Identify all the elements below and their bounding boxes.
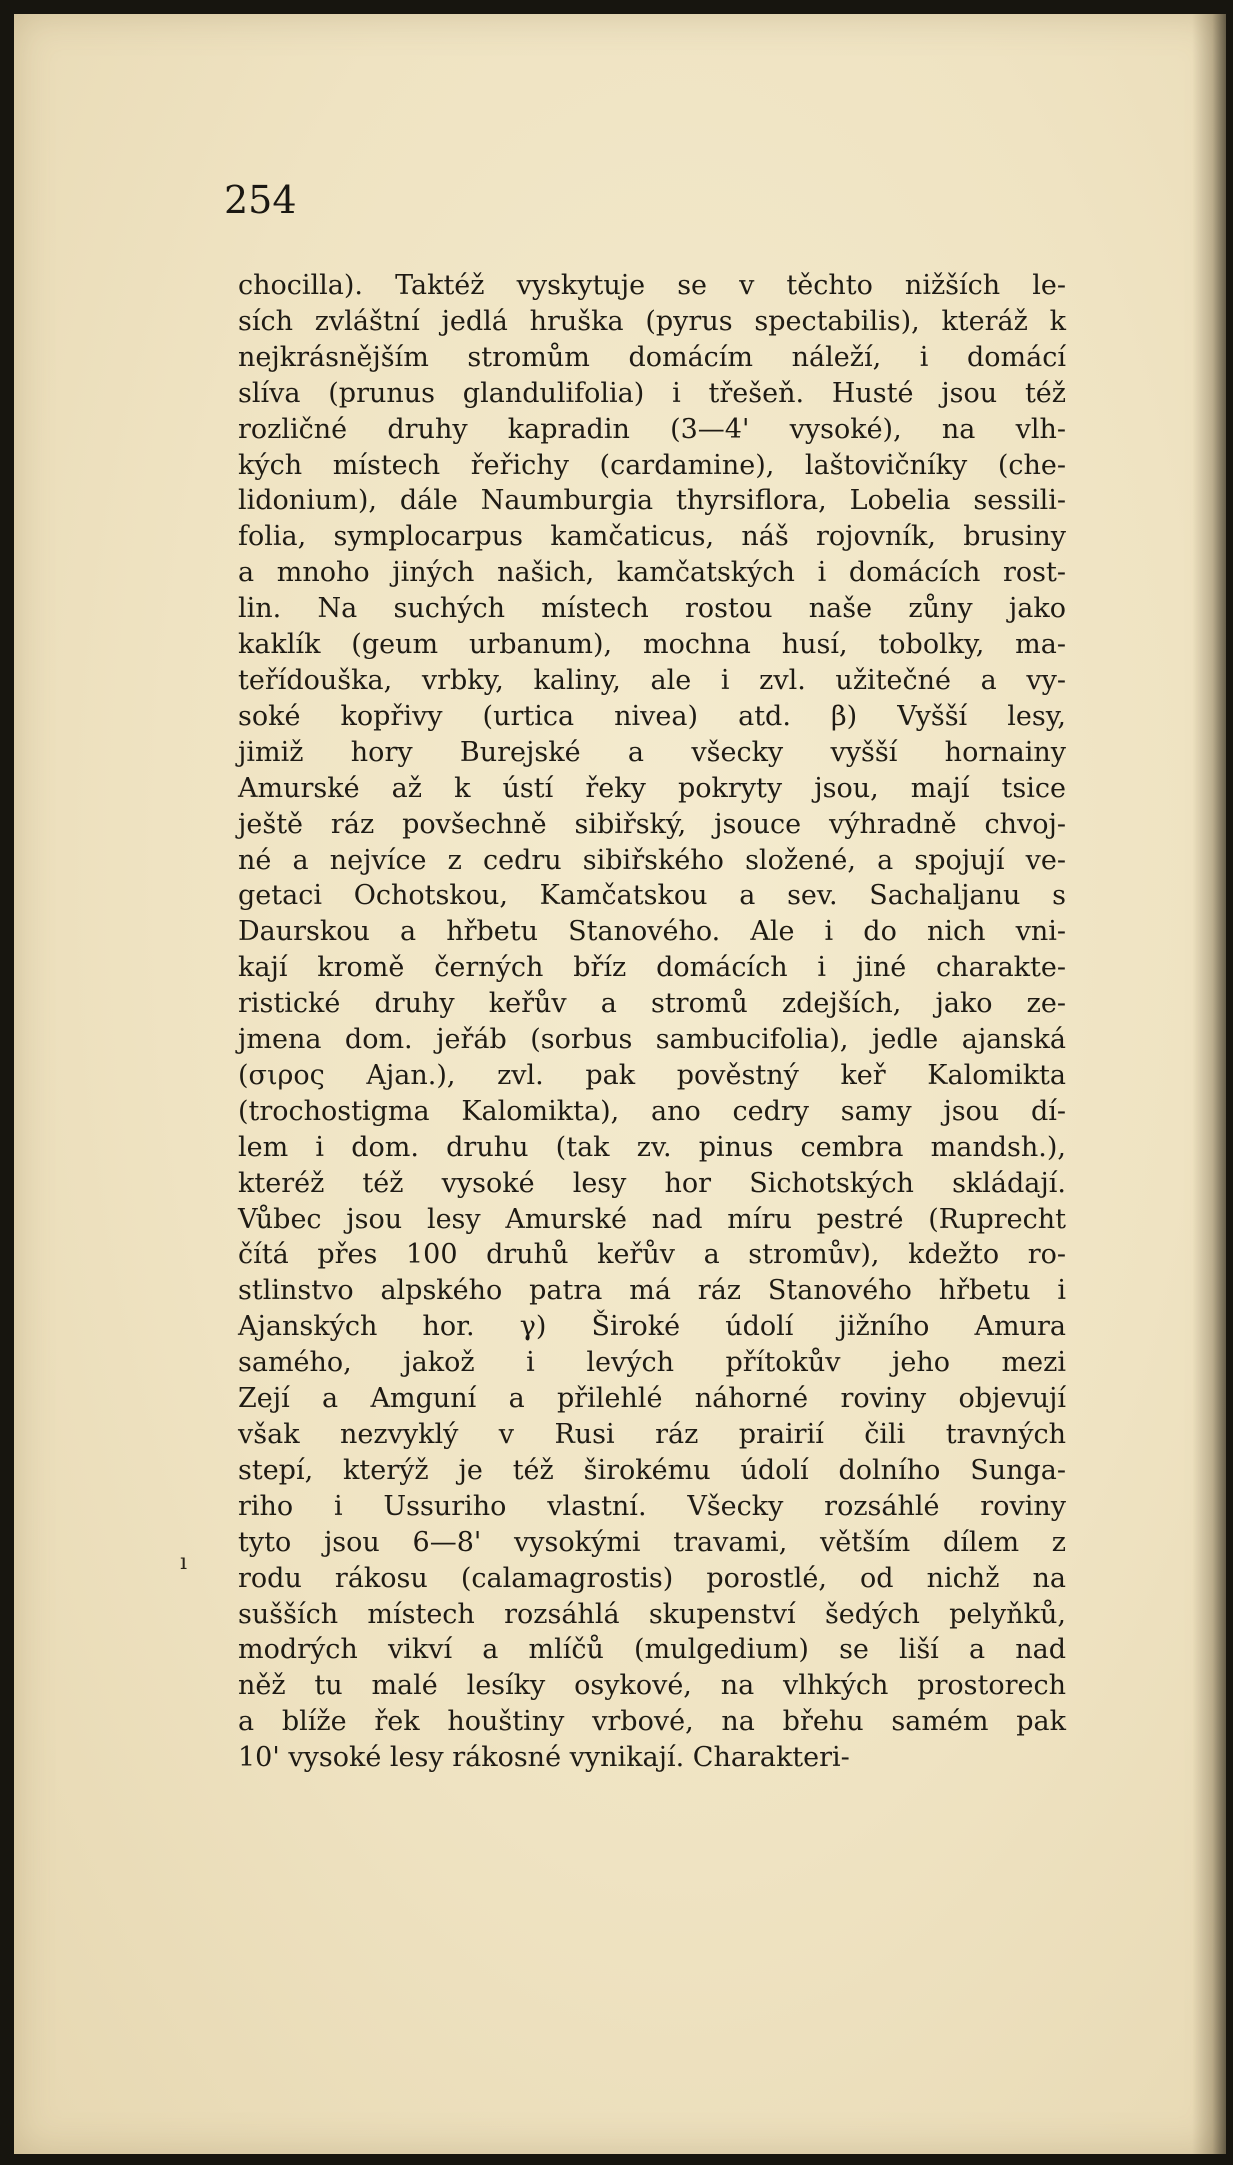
text-line: slíva (prunus glandulifolia) i třešeň. Husté jsou též: [238, 377, 1066, 409]
text-line: ještě ráz povšechně sibiřský, jsouce výhradně chvoj-: [238, 808, 1066, 840]
body-text: [238, 268, 1066, 1776]
text-line: Vůbec jsou lesy Amurské nad míru pestré (Ruprecht: [238, 1203, 1066, 1235]
page-gutter-shadow: [1192, 14, 1226, 2154]
text-line: modrých vikví a mlíčů (mulgedium) se liší a nad: [238, 1634, 1066, 1666]
text-line: kají kromě černých bříz domácích i jiné charakte-: [238, 952, 1066, 984]
page-number: 254: [224, 178, 297, 222]
text-line: (trochostigma Kalomikta), ano cedry samy jsou dí-: [238, 1095, 1066, 1127]
text-line: chocilla). Taktéž vyskytuje se v těchto nižších le-: [238, 270, 1066, 301]
text-line: 10' vysoké lesy rákosné vynikají. Charakteri-: [238, 1742, 850, 1774]
text-line: rozličné druhy kapradin (3—4' vysoké), na vlh-: [238, 413, 1066, 445]
text-line: tyto jsou 6—8' vysokými travami, větším dílem z: [238, 1526, 1066, 1558]
text-line: Zejí a Amguní a přilehlé náhorné roviny objevují: [238, 1383, 1066, 1415]
text-line: jmena dom. jeřáb (sorbus sambucifolia), jedle ajanská: [238, 1024, 1066, 1056]
text-line: samého, jakož i levých přítokův jeho mezi: [238, 1347, 1066, 1379]
text-line: a mnoho jiných našich, kamčatských i domácích rost-: [238, 557, 1066, 589]
text-line: kaklík (geum urbanum), mochna husí, tobolky, ma-: [238, 629, 1066, 661]
text-line: ristické druhy keřův a stromů zdejších, jako ze-: [238, 988, 1066, 1020]
text-line: teřídouška, vrbky, kaliny, ale i zvl. užitečné a vy-: [238, 664, 1066, 696]
text-line: kých místech řeřichy (cardamine), laštovičníky (che-: [238, 449, 1066, 481]
text-line: však nezvyklý v Rusi ráz prairií čili travných: [238, 1419, 1066, 1450]
text-line: (σιρος Ajan.), zvl. pak pověstný keř Kalomikta: [238, 1059, 1066, 1091]
text-line: Amurské až k ústí řeky pokryty jsou, mají tsice: [238, 772, 1066, 804]
text-line: rodu rákosu (calamagrostis) porostlé, od nichž na: [238, 1562, 1066, 1594]
text-line: Daurskou a hřbetu Stanového. Ale i do nich vni-: [238, 916, 1066, 948]
text-line: Ajanských hor. γ) Široké údolí jižního Amura: [238, 1311, 1066, 1343]
text-line: nejkrásnějším stromům domácím náleží, i domácí: [238, 341, 1066, 373]
text-line: sích zvláštní jedlá hruška (pyrus spectabilis), kteráž k: [238, 305, 1066, 337]
text-line: něž tu malé lesíky osykové, na vlhkých prostorech: [238, 1670, 1066, 1702]
text-line: stlinstvo alpského patra má ráz Stanového hřbetu i: [238, 1275, 1066, 1307]
text-line: soké kopřivy (urtica nivea) atd. β) Vyšší lesy,: [238, 700, 1066, 732]
text-line: sušších místech rozsáhlá skupenství šedých pelyňků,: [238, 1598, 1066, 1630]
text-line: getaci Ochotskou, Kamčatskou a sev. Sachaljanu s: [238, 880, 1066, 912]
margin-mark: ı: [180, 1550, 188, 1575]
text-line: a blíže řek houštiny vrbové, na břehu samém pak: [238, 1706, 1066, 1738]
text-line: čítá přes 100 druhů keřův a stromův), kdežto ro-: [238, 1239, 1066, 1271]
text-line: lidonium), dále Naumburgia thyrsiflora, Lobelia sessili-: [238, 485, 1066, 517]
text-line: lem i dom. druhu (tak zv. pinus cembra mandsh.),: [238, 1131, 1066, 1163]
text-line: folia, symplocarpus kamčaticus, náš rojovník, brusiny: [238, 521, 1066, 553]
text-line: né a nejvíce z cedru sibiřského složené, a spojují ve-: [238, 844, 1066, 876]
text-line: stepí, kterýž je též širokému údolí dolního Sunga-: [238, 1454, 1066, 1486]
text-line: kteréž též vysoké lesy hor Sichotských skládají.: [238, 1167, 1066, 1199]
text-line: jimiž hory Burejské a všecky vyšší hornainy: [238, 736, 1066, 768]
text-line: riho i Ussuriho vlastní. Všecky rozsáhlé roviny: [238, 1490, 1066, 1522]
text-line: lin. Na suchých místech rostou naše zůny jako: [238, 593, 1066, 625]
